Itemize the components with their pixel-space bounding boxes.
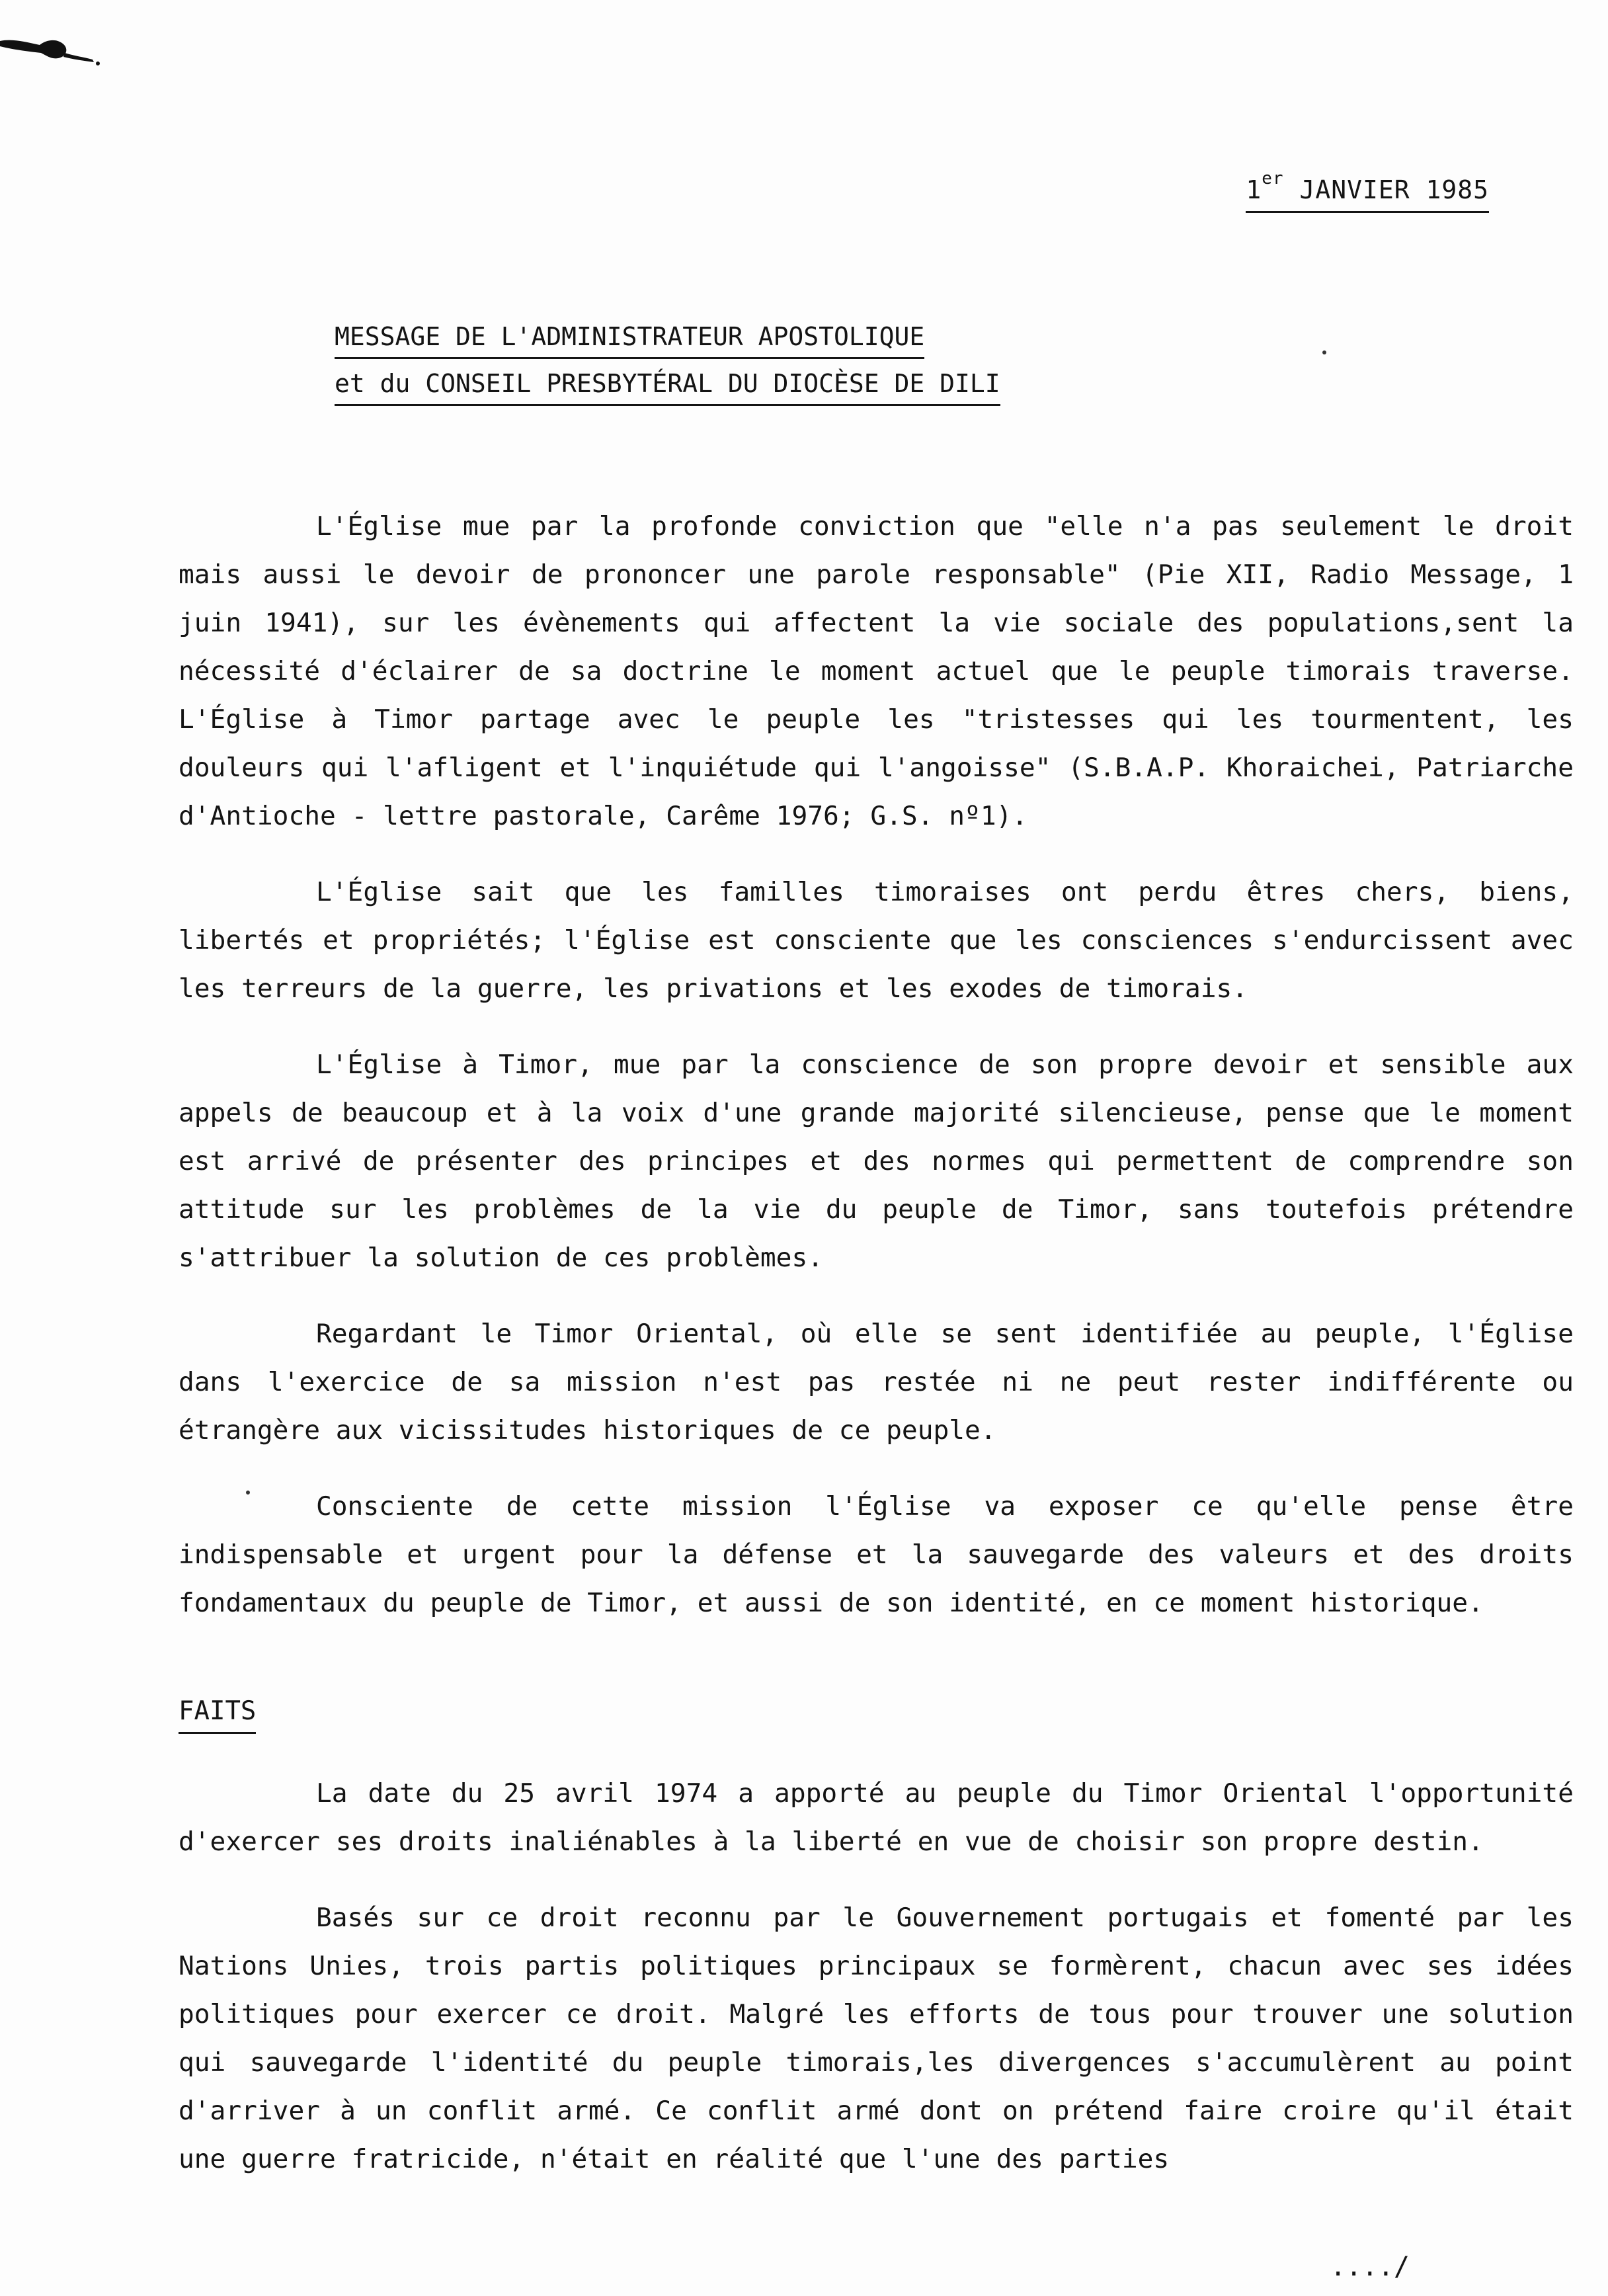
paragraph: Regardant le Timor Oriental, où elle se sent identifiée au peuple, l'Église dans l'exercice de sa mission n'est pas restée ni ne peut rester indifférente ou étrangère aux vicissitudes historiques de ce peuple. bbox=[179, 1319, 1574, 1446]
speck bbox=[1322, 350, 1326, 354]
heading-line-2: et du CONSEIL PRESBYTÉRAL DU DIOCÈSE DE DILI bbox=[335, 363, 1000, 406]
document-body bbox=[179, 503, 1574, 2211]
speck bbox=[246, 1491, 250, 1495]
section-title-faits: FAITS bbox=[179, 1691, 256, 1734]
paragraph: Basés sur ce droit reconnu par le Gouvernement portugais et fomenté par les Nations Unies, trois partis politiques principaux se formèrent, chacun avec ses idées politiques pour exercer ce droit. Malgré les efforts de tous pour trouver une solution qui sauvegarde l'identité du peuple timorais,les divergences s'accumulèrent au point d'arriver à un conflit armé. Ce conflit armé dont on prétend faire croire qu'il était une guerre fratricide, n'était en réalité que l'une des parties bbox=[179, 1903, 1574, 2174]
date-day: 1 bbox=[1246, 175, 1262, 204]
document-heading bbox=[335, 316, 1000, 410]
paragraph: L'Église sait que les familles timoraises ont perdu êtres chers, biens, libertés et propriétés; l'Église est consciente que les consciences s'endurcissent avec les terreurs de la guerre, les privations et les exodes de timorais. bbox=[179, 877, 1574, 1004]
ink-blot bbox=[0, 33, 106, 79]
date-month-year: JANVIER 1985 bbox=[1299, 175, 1489, 204]
heading-line-1: MESSAGE DE L'ADMINISTRATEUR APOSTOLIQUE bbox=[335, 316, 924, 359]
continuation-mark: ..../ bbox=[1330, 2252, 1410, 2282]
date-ordinal: er bbox=[1262, 169, 1284, 188]
paragraph: L'Église mue par la profonde conviction que "elle n'a pas seulement le droit mais aussi le devoir de prononcer une parole responsable" (Pie XII, Radio Message, 1 juin 1941), sur les évènements qui affectent la vie sociale des populations,sent la nécessité d'éclairer de sa doctrine le moment actuel que le peuple timorais traverse. L'Église à Timor partage avec le peuple les "tristesses qui les tourmentent, les douleurs qui l'afligent et l'inquiétude qui l'angoisse" (S.B.A.P. Khoraichei, Patriarche d'Antioche - lettre pastorale, Carême 1976; G.S. nº1). bbox=[179, 511, 1574, 831]
paragraph: L'Église à Timor, mue par la conscience de son propre devoir et sensible aux appels de beaucoup et à la voix d'une grande majorité silencieuse, pense que le moment est arrivé de présenter des principes et des normes qui permettent de comprendre son attitude sur les problèmes de la vie du peuple de Timor, sans toutefois prétendre s'attribuer la solution de ces problèmes. bbox=[179, 1049, 1574, 1273]
paragraph: Consciente de cette mission l'Église va exposer ce qu'elle pense être indispensable et urgent pour la défense et la sauvegarde des valeurs et des droits fondamentaux du peuple de Timor, et aussi de son identité, en ce moment historique. bbox=[179, 1491, 1574, 1618]
paragraph: La date du 25 avril 1974 a apporté au peuple du Timor Oriental l'opportunité d'exercer ses droits inaliénables à la liberté en vue de choisir son propre destin. bbox=[179, 1778, 1574, 1857]
document-date bbox=[1246, 169, 1489, 204]
date-day-underlined bbox=[1246, 169, 1489, 213]
